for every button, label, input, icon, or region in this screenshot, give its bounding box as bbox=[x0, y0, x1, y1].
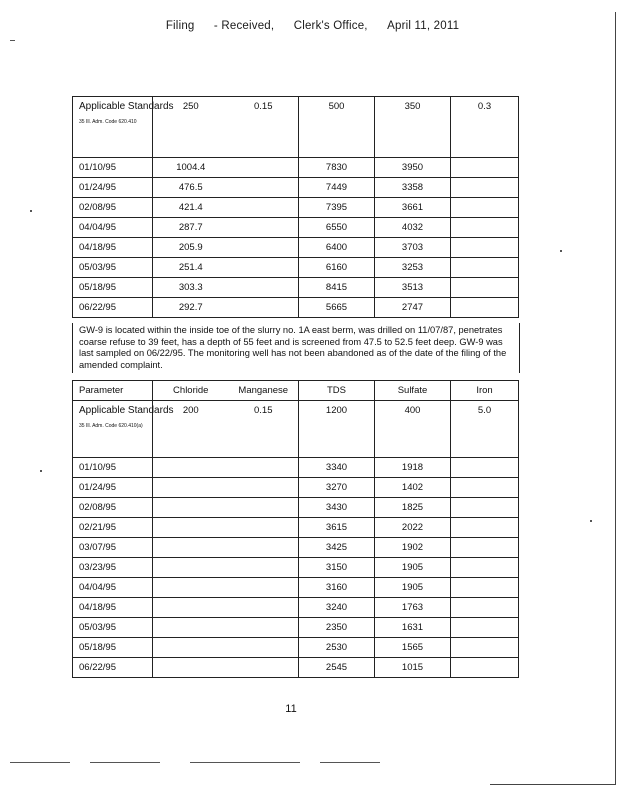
cell-chloride: 476.5 bbox=[153, 178, 229, 198]
scan-dash-left bbox=[10, 40, 15, 41]
cell-manganese bbox=[229, 278, 299, 298]
table-row bbox=[73, 598, 519, 618]
cell-date: 04/04/95 bbox=[73, 578, 153, 598]
cell-chloride bbox=[153, 618, 229, 638]
cell-date: 02/08/95 bbox=[73, 498, 153, 518]
cell-tds: 6550 bbox=[299, 218, 375, 238]
cell-tds: 2545 bbox=[299, 658, 375, 678]
table-row bbox=[73, 458, 519, 478]
header-filing: Filing bbox=[165, 20, 195, 32]
cell-sulfate: 1402 bbox=[375, 478, 451, 498]
cell-sulfate: 1905 bbox=[375, 558, 451, 578]
cell-iron bbox=[451, 558, 519, 578]
cell-manganese bbox=[229, 178, 299, 198]
cell-tds: 3150 bbox=[299, 558, 375, 578]
std-iron: 5.0 bbox=[451, 401, 519, 458]
cell-tds: 2350 bbox=[299, 618, 375, 638]
cell-sulfate: 1565 bbox=[375, 638, 451, 658]
std-tds: 500 bbox=[299, 97, 375, 158]
scan-dash-bottom-2 bbox=[90, 762, 160, 763]
cell-chloride: 292.7 bbox=[153, 298, 229, 318]
cell-chloride bbox=[153, 598, 229, 618]
cell-date: 03/07/95 bbox=[73, 538, 153, 558]
header-chloride: Chloride bbox=[153, 381, 229, 401]
cell-date: 04/18/95 bbox=[73, 598, 153, 618]
cell-date: 05/18/95 bbox=[73, 278, 153, 298]
cell-chloride bbox=[153, 578, 229, 598]
cell-iron bbox=[451, 658, 519, 678]
cell-sulfate: 1763 bbox=[375, 598, 451, 618]
code-citation: 35 Ill. Adm. Code 620.410 bbox=[79, 119, 137, 125]
header-received: - Received, bbox=[213, 20, 275, 32]
header-date: April 11, 2011 bbox=[387, 20, 460, 32]
page-number: 11 bbox=[285, 703, 297, 715]
cell-manganese bbox=[229, 458, 299, 478]
cell-iron bbox=[451, 158, 519, 178]
std-tds: 1200 bbox=[299, 401, 375, 458]
table-row bbox=[73, 538, 519, 558]
cell-manganese bbox=[229, 598, 299, 618]
cell-sulfate: 1015 bbox=[375, 658, 451, 678]
cell-tds: 7395 bbox=[299, 198, 375, 218]
cell-tds: 3160 bbox=[299, 578, 375, 598]
scan-dash-bottom-1 bbox=[10, 762, 70, 763]
cell-chloride: 421.4 bbox=[153, 198, 229, 218]
filing-stamp-header bbox=[0, 20, 625, 32]
cell-manganese bbox=[229, 518, 299, 538]
cell-tds: 8415 bbox=[299, 278, 375, 298]
cell-manganese bbox=[229, 558, 299, 578]
cell-iron bbox=[451, 638, 519, 658]
cell-iron bbox=[451, 478, 519, 498]
table-row bbox=[73, 298, 519, 318]
cell-chloride bbox=[153, 478, 229, 498]
header-manganese: Manganese bbox=[229, 381, 299, 401]
cell-manganese bbox=[229, 578, 299, 598]
table-row bbox=[73, 478, 519, 498]
scan-speck bbox=[30, 210, 32, 212]
cell-iron bbox=[451, 618, 519, 638]
cell-tds: 3270 bbox=[299, 478, 375, 498]
table-row bbox=[73, 238, 519, 258]
table-row bbox=[73, 658, 519, 678]
table-row bbox=[73, 618, 519, 638]
cell-iron bbox=[451, 198, 519, 218]
cell-sulfate: 2022 bbox=[375, 518, 451, 538]
scan-dash-bottom-3 bbox=[190, 762, 300, 763]
cell-manganese bbox=[229, 238, 299, 258]
cell-iron bbox=[451, 498, 519, 518]
cell-tds: 3240 bbox=[299, 598, 375, 618]
cell-chloride: 287.7 bbox=[153, 218, 229, 238]
cell-date: 01/24/95 bbox=[73, 478, 153, 498]
header-parameter: Parameter bbox=[73, 381, 153, 401]
cell-sulfate: 3358 bbox=[375, 178, 451, 198]
cell-iron bbox=[451, 298, 519, 318]
cell-sulfate: 3661 bbox=[375, 198, 451, 218]
std-iron: 0.3 bbox=[451, 97, 519, 158]
cell-manganese bbox=[229, 538, 299, 558]
cell-date: 01/10/95 bbox=[73, 158, 153, 178]
cell-tds: 7830 bbox=[299, 158, 375, 178]
cell-chloride bbox=[153, 538, 229, 558]
cell-sulfate: 1825 bbox=[375, 498, 451, 518]
cell-date: 03/23/95 bbox=[73, 558, 153, 578]
cell-iron bbox=[451, 238, 519, 258]
table-row bbox=[73, 278, 519, 298]
standards-label: Applicable Standards bbox=[79, 405, 174, 416]
cell-sulfate: 3253 bbox=[375, 258, 451, 278]
code-citation: 35 Ill. Adm. Code 620.410(a) bbox=[79, 423, 143, 429]
cell-sulfate: 3703 bbox=[375, 238, 451, 258]
table-row bbox=[73, 158, 519, 178]
cell-sulfate: 1631 bbox=[375, 618, 451, 638]
cell-tds: 3425 bbox=[299, 538, 375, 558]
header-sulfate: Sulfate bbox=[375, 381, 451, 401]
cell-chloride bbox=[153, 458, 229, 478]
cell-iron bbox=[451, 518, 519, 538]
cell-manganese bbox=[229, 218, 299, 238]
cell-sulfate: 3950 bbox=[375, 158, 451, 178]
cell-date: 05/18/95 bbox=[73, 638, 153, 658]
cell-manganese bbox=[229, 618, 299, 638]
cell-chloride bbox=[153, 518, 229, 538]
standards-label: Applicable Standards bbox=[79, 101, 174, 112]
cell-iron bbox=[451, 258, 519, 278]
cell-chloride: 205.9 bbox=[153, 238, 229, 258]
std-manganese: 0.15 bbox=[229, 401, 299, 458]
cell-manganese bbox=[229, 658, 299, 678]
standards-label-cell bbox=[73, 401, 174, 458]
table-row bbox=[73, 558, 519, 578]
cell-iron bbox=[451, 178, 519, 198]
cell-date: 06/22/95 bbox=[73, 298, 153, 318]
cell-iron bbox=[451, 578, 519, 598]
cell-date: 01/24/95 bbox=[73, 178, 153, 198]
cell-iron bbox=[451, 538, 519, 558]
cell-date: 02/08/95 bbox=[73, 198, 153, 218]
header-tds: TDS bbox=[299, 381, 375, 401]
scan-speck bbox=[560, 250, 562, 252]
cell-manganese bbox=[229, 638, 299, 658]
cell-sulfate: 1905 bbox=[375, 578, 451, 598]
standards-label-cell bbox=[73, 97, 174, 158]
cell-chloride: 1004.4 bbox=[153, 158, 229, 178]
cell-chloride: 303.3 bbox=[153, 278, 229, 298]
table-row bbox=[73, 578, 519, 598]
cell-tds: 2530 bbox=[299, 638, 375, 658]
cell-manganese bbox=[229, 258, 299, 278]
cell-sulfate: 1918 bbox=[375, 458, 451, 478]
cell-iron bbox=[451, 218, 519, 238]
cell-manganese bbox=[229, 498, 299, 518]
cell-tds: 6160 bbox=[299, 258, 375, 278]
well-description: GW-9 is located within the inside toe of the slurry no. 1A east berm, was drilled on 11/07/87, penetrates coarse refuse to 39 feet, has a depth of 55 feet and is screened from 47.5 to 52.5 feet deep. GW-9 was last sampled on 06/22/95. The monitoring well has not been abandoned as of the date of the filing of the amended complaint. bbox=[72, 323, 520, 373]
cell-sulfate: 3513 bbox=[375, 278, 451, 298]
standards-row bbox=[73, 401, 519, 458]
cell-manganese bbox=[229, 298, 299, 318]
scan-speck bbox=[40, 470, 42, 472]
cell-tds: 3430 bbox=[299, 498, 375, 518]
cell-tds: 6400 bbox=[299, 238, 375, 258]
cell-date: 05/03/95 bbox=[73, 258, 153, 278]
cell-chloride bbox=[153, 558, 229, 578]
cell-sulfate: 2747 bbox=[375, 298, 451, 318]
std-chloride: 200 bbox=[153, 401, 229, 458]
table-row bbox=[73, 258, 519, 278]
std-chloride: 250 bbox=[153, 97, 229, 158]
cell-chloride: 251.4 bbox=[153, 258, 229, 278]
cell-date: 02/21/95 bbox=[73, 518, 153, 538]
gw-table-1 bbox=[72, 96, 519, 318]
table-row bbox=[73, 198, 519, 218]
table-row bbox=[73, 638, 519, 658]
cell-date: 01/10/95 bbox=[73, 458, 153, 478]
scan-bottom-border bbox=[490, 784, 616, 785]
cell-manganese bbox=[229, 478, 299, 498]
cell-date: 06/22/95 bbox=[73, 658, 153, 678]
cell-chloride bbox=[153, 638, 229, 658]
cell-sulfate: 1902 bbox=[375, 538, 451, 558]
cell-iron bbox=[451, 278, 519, 298]
cell-sulfate: 4032 bbox=[375, 218, 451, 238]
std-manganese: 0.15 bbox=[229, 97, 299, 158]
cell-tds: 7449 bbox=[299, 178, 375, 198]
cell-date: 04/04/95 bbox=[73, 218, 153, 238]
cell-tds: 5665 bbox=[299, 298, 375, 318]
cell-chloride bbox=[153, 658, 229, 678]
cell-date: 04/18/95 bbox=[73, 238, 153, 258]
std-sulfate: 350 bbox=[375, 97, 451, 158]
cell-iron bbox=[451, 598, 519, 618]
table-row bbox=[73, 518, 519, 538]
scan-right-border bbox=[615, 12, 616, 784]
standards-row bbox=[73, 97, 519, 158]
std-sulfate: 400 bbox=[375, 401, 451, 458]
table-row bbox=[73, 178, 519, 198]
cell-tds: 3340 bbox=[299, 458, 375, 478]
header-office: Clerk's Office, bbox=[293, 20, 368, 32]
table-row bbox=[73, 218, 519, 238]
cell-manganese bbox=[229, 198, 299, 218]
header-iron: Iron bbox=[451, 381, 519, 401]
header-row bbox=[73, 381, 519, 401]
scan-speck bbox=[590, 520, 592, 522]
gw-table-2 bbox=[72, 380, 519, 678]
cell-chloride bbox=[153, 498, 229, 518]
table-row bbox=[73, 498, 519, 518]
cell-manganese bbox=[229, 158, 299, 178]
cell-iron bbox=[451, 458, 519, 478]
cell-date: 05/03/95 bbox=[73, 618, 153, 638]
scan-dash-bottom-4 bbox=[320, 762, 380, 763]
cell-tds: 3615 bbox=[299, 518, 375, 538]
